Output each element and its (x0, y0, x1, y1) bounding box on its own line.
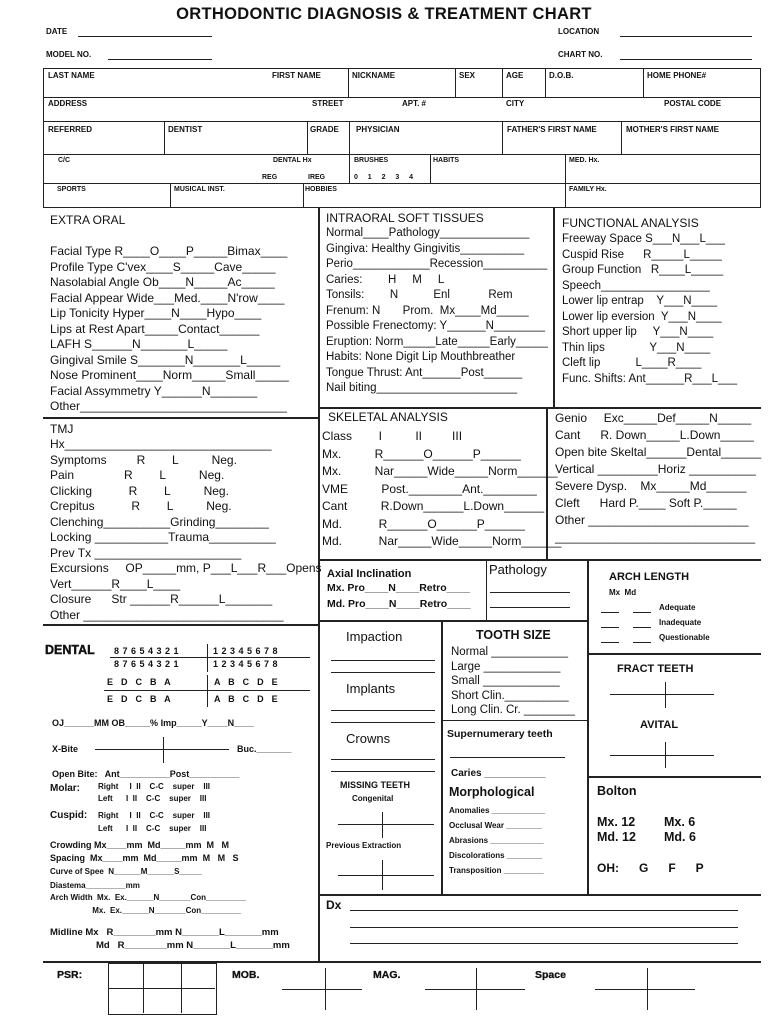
long-clin-field[interactable]: Long Clin. Cr. ________ (451, 704, 576, 716)
perm-lower-left[interactable]: 8 7 6 5 4 3 2 1 (114, 659, 180, 669)
tooth-size-title: TOOTH SIZE (476, 628, 551, 642)
prim-upper-right[interactable]: A B C D E (214, 677, 279, 687)
mother-name-label: MOTHER'S FIRST NAME (626, 125, 720, 134)
caries-field[interactable]: Caries ___________ (451, 768, 546, 779)
buc-field[interactable]: Buc._______ (237, 744, 292, 754)
class-field[interactable]: Class I II III (322, 429, 463, 443)
caries-field[interactable]: Caries: H M L (326, 273, 445, 286)
vertical-field[interactable]: Vertical _________Horiz __________ (555, 462, 756, 476)
cleft-palate-field[interactable]: Cleft Hard P.____ Soft P._____ (555, 496, 737, 510)
cuspid-right-field[interactable]: Right I II C-C super III (98, 811, 211, 820)
mob-label: MOB. (232, 969, 260, 981)
patient-info-grid (43, 68, 761, 208)
short-clin-field[interactable]: Short Clin.__________ (451, 689, 569, 702)
symptoms-field[interactable]: Symptoms R L Neg. (50, 452, 237, 467)
hobbies-label: HOBBIES (305, 186, 337, 193)
facial-type-field[interactable]: Facial Type R____O____P_____Bimax____ (50, 244, 288, 258)
nose-field[interactable]: Nose Prominent____Norm_____Small_____ (50, 368, 289, 382)
crepitus-field[interactable]: Crepitus R L Neg. (50, 499, 232, 513)
crowding-field[interactable]: Crowding Mx____mm Md_____mm M M (50, 840, 230, 850)
intraoral-fields[interactable] (326, 226, 548, 397)
freeway-space-field[interactable]: Freeway Space S___N___L___ (562, 233, 726, 245)
arch-width-md-field[interactable]: Mx. Ex.______N_______Con_________ (50, 906, 242, 915)
excursions-field[interactable]: Excursions OP_____mm, P___L___R___Opens (50, 561, 322, 575)
dx-label: Dx (326, 898, 342, 912)
skeletal-fields[interactable] (322, 428, 561, 551)
extra-oral-other-field[interactable]: Other_______________________________ (50, 399, 287, 413)
genio-cant-field[interactable]: Cant R. Down_____L.Down_____ (555, 428, 754, 442)
lafh-field[interactable]: LAFH S______N_______L_____ (50, 337, 228, 351)
cuspid-label: Cuspid: (50, 810, 88, 821)
dob-label: D.O.B. (549, 71, 574, 80)
bolton-md6: Md. 6 (664, 830, 696, 844)
previous-extraction-label: Previous Extraction (326, 841, 402, 850)
md-rop-field[interactable]: Md. R______O______P______ (322, 516, 525, 531)
genio-extra-line[interactable]: ______________________________ (555, 530, 756, 544)
prev-tx-field[interactable]: Prev Tx ______________________ (50, 545, 242, 560)
functional-fields[interactable] (562, 232, 737, 387)
lips-at-rest-field[interactable]: Lips at Rest Apart_____Contact______ (50, 321, 260, 336)
arch-adequate-option[interactable]: Adequate (659, 603, 696, 612)
short-upper-lip-field[interactable]: Short upper lip Y___N____ (562, 326, 714, 338)
facial-appear-field[interactable]: Facial Appear Wide___Med.____N'row____ (50, 290, 285, 305)
severe-dysp-field[interactable]: Severe Dysp. Mx_____Md______ (555, 479, 747, 493)
cuspid-left-field[interactable]: Left I II C-C super III (98, 824, 207, 833)
age-label: AGE (506, 71, 524, 80)
cant-field[interactable]: Cant R.Down______L.Down______ (322, 499, 545, 513)
tooth-size-fields[interactable] (451, 645, 575, 718)
family-hx-label: FAMILY Hx. (569, 186, 607, 193)
molar-label: Molar: (50, 783, 80, 794)
tooth-normal-field[interactable]: Normal ____________ (451, 646, 569, 658)
habits-field[interactable]: Habits: None Digit Lip Mouthbreather (326, 351, 516, 363)
axial-title: Axial Inclination (327, 568, 412, 580)
func-shifts-field[interactable]: Func. Shifts: Ant______R___L___ (562, 372, 738, 385)
lower-lip-eversion-field[interactable]: Lower lip eversion Y___N____ (562, 310, 722, 323)
anomalies-field[interactable]: Anomalies ____________ (449, 806, 546, 815)
psr-label: PSR: (57, 969, 83, 981)
dentist-label: DENTIST (168, 125, 203, 134)
address-label: ADDRESS (48, 99, 88, 108)
tmj-fields[interactable] (50, 437, 322, 623)
sex-label: SEX (459, 71, 476, 80)
nasolabial-angle-field[interactable]: Nasolabial Angle Ob____N_____Ac_____ (50, 275, 275, 289)
cuspid-rise-field[interactable]: Cuspid Rise R_____L_____ (562, 248, 722, 261)
model-label: MODEL NO. (46, 50, 92, 59)
perm-upper-right[interactable]: 1 2 3 4 5 6 7 8 (213, 646, 279, 656)
facial-asymmetry-field[interactable]: Facial Assymmetry Y______N_______ (50, 383, 258, 398)
discolorations-field[interactable]: Discolorations ________ (449, 851, 543, 860)
arch-questionable-option[interactable]: Questionable (659, 633, 710, 642)
lip-tonicity-field[interactable]: Lip Tonicity Hyper____N____Hypo____ (50, 306, 262, 320)
tmj-hx-field[interactable]: Hx_______________________________ (50, 437, 272, 451)
dental-title: DENTAL (45, 643, 95, 657)
bolton-mx12: Mx. 12 (597, 815, 636, 829)
genio-field[interactable]: Genio Exc_____Def_____N_____ (555, 411, 752, 425)
bolton-md12: Md. 12 (597, 830, 636, 844)
gingival-smile-field[interactable]: Gingival Smile S_______N_______L_____ (50, 352, 281, 367)
frenum-field[interactable]: Frenum: N Prom. Mx____Md_____ (326, 304, 529, 317)
musical-inst-label: MUSICAL INST. (174, 186, 225, 193)
morphological-label: Morphological (449, 785, 535, 799)
pathology-label: Pathology (489, 562, 547, 577)
curve-of-spee-field[interactable]: Curve of Spee N______M______S_____ (50, 867, 202, 876)
intraoral-title: INTRAORAL SOFT TISSUES (326, 211, 484, 225)
fract-teeth-label: FRACT TEETH (617, 663, 694, 675)
prim-upper-left[interactable]: E D C B A (107, 677, 172, 687)
supernumerary-label: Supernumerary teeth (447, 728, 553, 740)
abrasions-field[interactable]: Abrasions ____________ (449, 836, 544, 845)
open-bite-dental-field[interactable]: Open Bite: Ant__________Post__________ (52, 769, 240, 779)
location-field[interactable] (620, 36, 752, 37)
brushes-scale[interactable]: 0 1 2 3 4 (354, 174, 414, 181)
gingiva-field[interactable]: Gingiva: Healthy Gingivitis__________ (326, 242, 525, 255)
molar-left-field[interactable]: Left I II C-C super III (98, 794, 207, 803)
diastema-field[interactable]: Diastema_________mm (50, 881, 140, 890)
occlusal-wear-field[interactable]: Occlusal Wear ________ (449, 821, 542, 830)
apt-label: APT. # (402, 99, 427, 108)
mag-label: MAG. (373, 969, 401, 981)
midline-mx-field[interactable]: Midline Mx R________mm N_______L_______mm (50, 927, 279, 938)
functional-title: FUNCTIONAL ANALYSIS (562, 216, 699, 230)
perm-upper-left[interactable]: 8 7 6 5 4 3 2 1 (114, 646, 180, 656)
genio-other-field[interactable]: Other ________________________ (555, 513, 749, 527)
space-label: Space (535, 969, 566, 981)
implants-label: Implants (346, 681, 396, 696)
home-phone-label: HOME PHONE# (647, 71, 707, 80)
oh-rating-field[interactable]: OH: G F P (597, 861, 704, 875)
tooth-large-field[interactable]: Large ____________ (451, 660, 561, 673)
open-bite-field[interactable]: Open bite Skeltal______Dental______ (555, 445, 762, 459)
date-field[interactable] (78, 36, 212, 37)
morphological-fields[interactable] (449, 803, 545, 878)
arch-width-mx-field[interactable]: Arch Width Mx. Ex.______N_______Con_________ (50, 893, 247, 902)
date-label: DATE (46, 27, 68, 36)
chart-label: CHART NO. (558, 50, 603, 59)
mx-rop-field[interactable]: Mx. R______O______P______ (322, 446, 521, 461)
nail-biting-field[interactable]: Nail biting______________________ (326, 382, 518, 394)
chart-field[interactable] (620, 59, 752, 60)
missing-teeth-label: MISSING TEETH (340, 780, 411, 790)
grade-label: GRADE (310, 125, 339, 134)
tongue-thrust-field[interactable]: Tongue Thrust: Ant______Post______ (326, 366, 523, 379)
ireg-label: IREG (308, 174, 326, 181)
tooth-small-field[interactable]: Small ____________ (451, 675, 560, 687)
congenital-label: Congenital (352, 794, 394, 803)
molar-right-field[interactable]: Right I II C-C super III (98, 782, 211, 791)
axial-md-field[interactable]: Md. Pro____N____Retro____ (327, 598, 471, 610)
md-width-field[interactable]: Md. Nar_____Wide_____Norm______ (322, 534, 562, 548)
transposition-field[interactable]: Transposition _________ (449, 866, 544, 875)
xbite-label: X-Bite (52, 744, 79, 754)
arch-inadequate-option[interactable]: Inadequate (659, 618, 702, 627)
group-function-field[interactable]: Group Function R____L_____ (562, 264, 724, 276)
avital-label: AVITAL (640, 719, 679, 731)
cleft-lip-field[interactable]: Cleft lip L____R____ (562, 357, 702, 369)
spacing-field[interactable]: Spacing Mx____mm Md_____mm M M S (50, 853, 239, 863)
med-hx-label: MED. Hx. (569, 157, 600, 164)
pain-field[interactable]: Pain R L Neg. (50, 468, 225, 482)
midline-md-field[interactable]: Md R________mm N_______L_______mm (96, 940, 290, 951)
brushes-label: BRUSHES (354, 157, 389, 164)
skeletal-title: SKELETAL ANALYSIS (328, 410, 448, 424)
tonsils-field[interactable]: Tonsils: N Enl Rem (326, 289, 513, 301)
thin-lips-field[interactable]: Thin lips Y___N____ (562, 341, 711, 354)
vme-field[interactable]: VME Post.________Ant.________ (322, 481, 537, 496)
intraoral-normal-field[interactable]: Normal____Pathology______________ (326, 227, 530, 239)
locking-field[interactable]: Locking ___________Trauma__________ (50, 530, 276, 544)
bolton-mx6: Mx. 6 (664, 815, 696, 829)
city-label: CITY (506, 99, 525, 108)
physician-label: PHYSICIAN (356, 125, 400, 134)
habits-label: HABITS (433, 157, 460, 164)
prim-lower-left[interactable]: E D C B A (107, 694, 172, 704)
mx-width-field[interactable]: Mx. Nar_____Wide_____Norm______ (322, 464, 558, 478)
first-name-label: FIRST NAME (272, 71, 321, 80)
impaction-label: Impaction (346, 629, 403, 644)
perm-lower-right[interactable]: 1 2 3 4 5 6 7 8 (213, 659, 279, 669)
eruption-field[interactable]: Eruption: Norm_____Late_____Early_____ (326, 335, 548, 348)
tmj-title: TMJ (50, 422, 74, 436)
postal-code-label: POSTAL CODE (664, 99, 722, 108)
speech-field[interactable]: Speech_________________ (562, 279, 710, 292)
model-field[interactable] (108, 59, 212, 60)
arch-length-title: ARCH LENGTH (609, 571, 690, 583)
last-name-label: LAST NAME (48, 71, 95, 80)
referred-label: REFERRED (48, 125, 93, 134)
cc-label: C/C (58, 157, 71, 164)
bolton-title: Bolton (597, 784, 637, 798)
reg-label: REG (262, 174, 278, 181)
prim-lower-right[interactable]: A B C D E (214, 694, 279, 704)
sports-label: SPORTS (57, 186, 86, 193)
dental-hx-label: DENTAL Hx (273, 157, 312, 164)
crowns-label: Crowns (346, 731, 391, 746)
genio-fields[interactable] (555, 410, 761, 546)
clenching-field[interactable]: Clenching__________Grinding________ (50, 514, 269, 529)
vert-field[interactable]: Vert______R____L____ (50, 576, 181, 591)
father-name-label: FATHER'S FIRST NAME (507, 125, 597, 134)
lower-lip-entrap-field[interactable]: Lower lip entrap Y___N____ (562, 295, 718, 307)
nickname-label: NICKNAME (352, 71, 396, 80)
extra-oral-title: EXTRA ORAL (50, 213, 126, 227)
perio-field[interactable]: Perio____________Recession__________ (326, 258, 548, 270)
clicking-field[interactable]: Clicking R L Neg. (50, 483, 229, 498)
profile-type-field[interactable]: Profile Type C'vex____S_____Cave_____ (50, 259, 276, 274)
extra-oral-fields[interactable] (50, 244, 289, 415)
tmj-other-field[interactable]: Other ______________________________ (50, 607, 284, 622)
page-title: ORTHODONTIC DIAGNOSIS & TREATMENT CHART (176, 5, 592, 23)
psr-grid[interactable] (108, 963, 217, 1015)
street-label: STREET (312, 99, 344, 108)
arch-mx-md-label: Mx Md (609, 588, 637, 597)
axial-mx-field[interactable]: Mx. Pro____N____Retro____ (327, 582, 471, 594)
closure-field[interactable]: Closure Str ______R______L_______ (50, 592, 273, 606)
frenectomy-field[interactable]: Possible Frenectomy: Y______N________ (326, 320, 546, 332)
oj-ob-field[interactable]: OJ______MM OB_____% Imp_____Y____N____ (52, 718, 255, 728)
location-label: LOCATION (558, 27, 600, 36)
